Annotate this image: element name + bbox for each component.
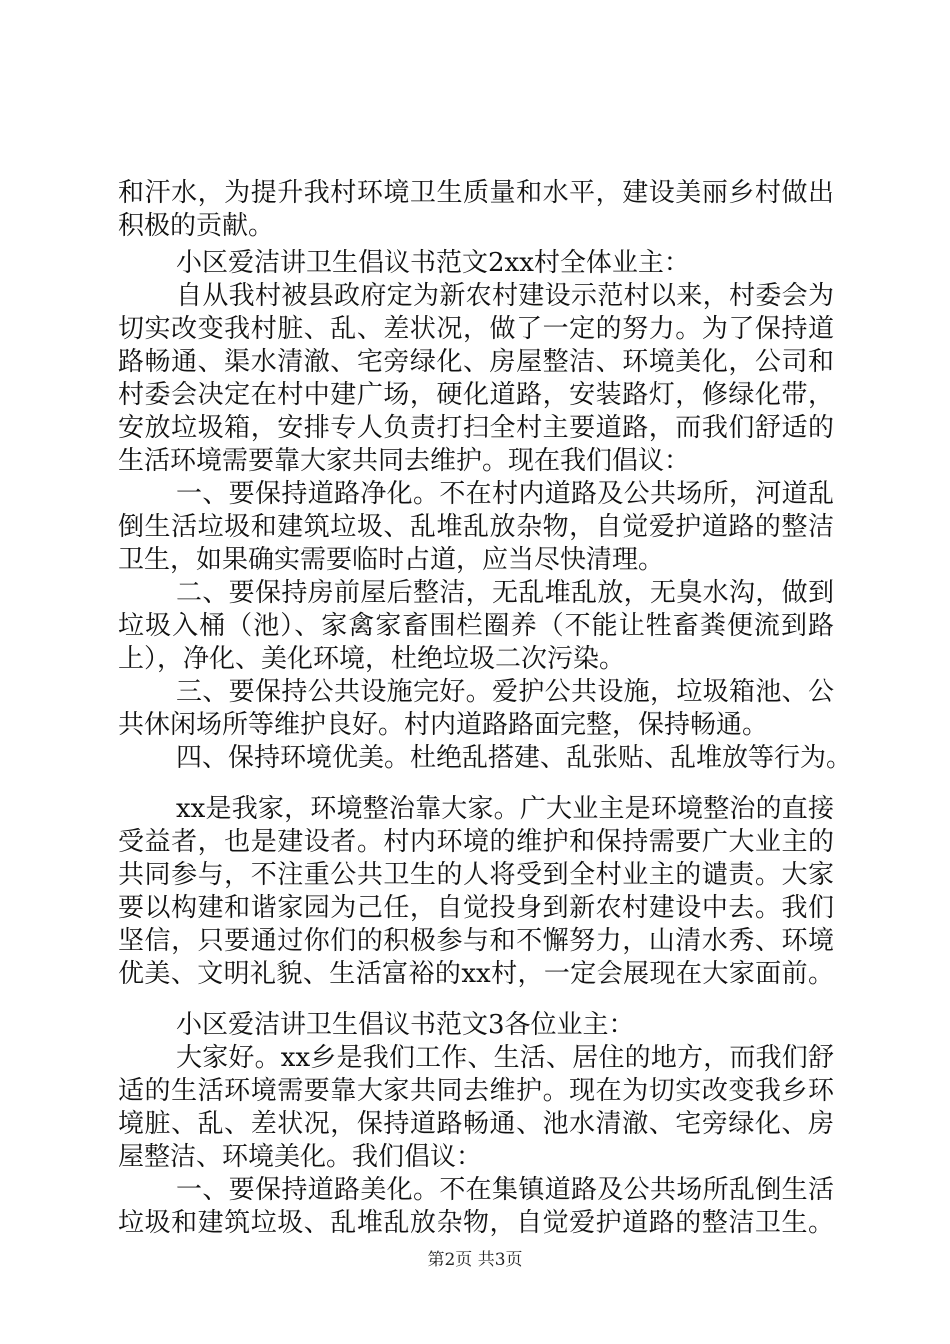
text-line: 适的生活环境需要靠大家共同去维护。现在为切实改变我乡环: [118, 1076, 834, 1106]
text-line: 共同参与，不注重公共卫生的人将受到全村业主的谴责。大家: [118, 860, 834, 890]
text-line: xx是我家，环境整治靠大家。广大业主是环境整治的直接: [176, 794, 834, 824]
text-line: 境脏、乱、差状况，保持道路畅通、池水清澈、宅旁绿化、房: [118, 1109, 834, 1139]
text-line: 卫生，如果确实需要临时占道，应当尽快清理。: [118, 545, 665, 575]
text-line: 自从我村被县政府定为新农村建设示范村以来，村委会为: [176, 281, 834, 311]
text-line: 共休闲场所等维护良好。村内道路路面完整，保持畅通。: [118, 710, 769, 740]
text-line: 安放垃圾箱，安排专人负责打扫全村主要道路，而我们舒适的: [118, 413, 834, 443]
text-line: 大家好。xx乡是我们工作、生活、居住的地方，而我们舒: [176, 1043, 834, 1073]
text-line: 四、保持环境优美。杜绝乱搭建、乱张贴、乱堆放等行为。: [176, 743, 853, 773]
text-line: 屋整洁、环境美化。我们倡议：: [118, 1142, 483, 1172]
text-line: 和汗水，为提升我村环境卫生质量和水平，建设美丽乡村做出: [118, 178, 834, 208]
text-line: 路畅通、渠水清澈、宅旁绿化、房屋整洁、环境美化，公司和: [118, 347, 834, 377]
section-heading: 小区爱洁讲卫生倡议书范文2xx村全体业主：: [176, 248, 690, 278]
text-line: 生活环境需要靠大家共同去维护。现在我们倡议：: [118, 446, 691, 476]
text-line: 垃圾和建筑垃圾、乱堆乱放杂物，自觉爱护道路的整洁卫生。: [118, 1208, 834, 1238]
text-line: 切实改变我村脏、乱、差状况，做了一定的努力。为了保持道: [118, 314, 834, 344]
text-line: 垃圾入桶（池）、家禽家畜围栏圈养（不能让牲畜粪便流到路: [118, 611, 834, 641]
text-line: 一、要保持道路美化。不在集镇道路及公共场所乱倒生活: [176, 1175, 834, 1205]
text-line: 一、要保持道路净化。不在村内道路及公共场所，河道乱: [176, 479, 834, 509]
text-line: 受益者，也是建设者。村内环境的维护和保持需要广大业主的: [118, 827, 834, 857]
section-heading: 小区爱洁讲卫生倡议书范文3各位业主：: [176, 1010, 635, 1040]
text-line: 上），净化、美化环境，杜绝垃圾二次污染。: [118, 644, 626, 674]
text-line: 要以构建和谐家园为己任，自觉投身到新农村建设中去。我们: [118, 893, 834, 923]
text-line: 二、要保持房前屋后整洁，无乱堆乱放，无臭水沟，做到: [176, 578, 834, 608]
page-footer: 第2页 共3页: [427, 1250, 523, 1270]
text-line: 三、要保持公共设施完好。爱护公共设施，垃圾箱池、公: [176, 677, 834, 707]
text-line: 村委会决定在村中建广场，硬化道路，安装路灯，修绿化带，: [118, 380, 834, 410]
text-line: 积极的贡献。: [118, 211, 275, 241]
text-line: 优美、文明礼貌、生活富裕的xx村，一定会展现在大家面前。: [118, 959, 834, 989]
text-line: 坚信，只要通过你们的积极参与和不懈努力，山清水秀、环境: [118, 926, 834, 956]
text-line: 倒生活垃圾和建筑垃圾、乱堆乱放杂物，自觉爱护道路的整洁: [118, 512, 834, 542]
